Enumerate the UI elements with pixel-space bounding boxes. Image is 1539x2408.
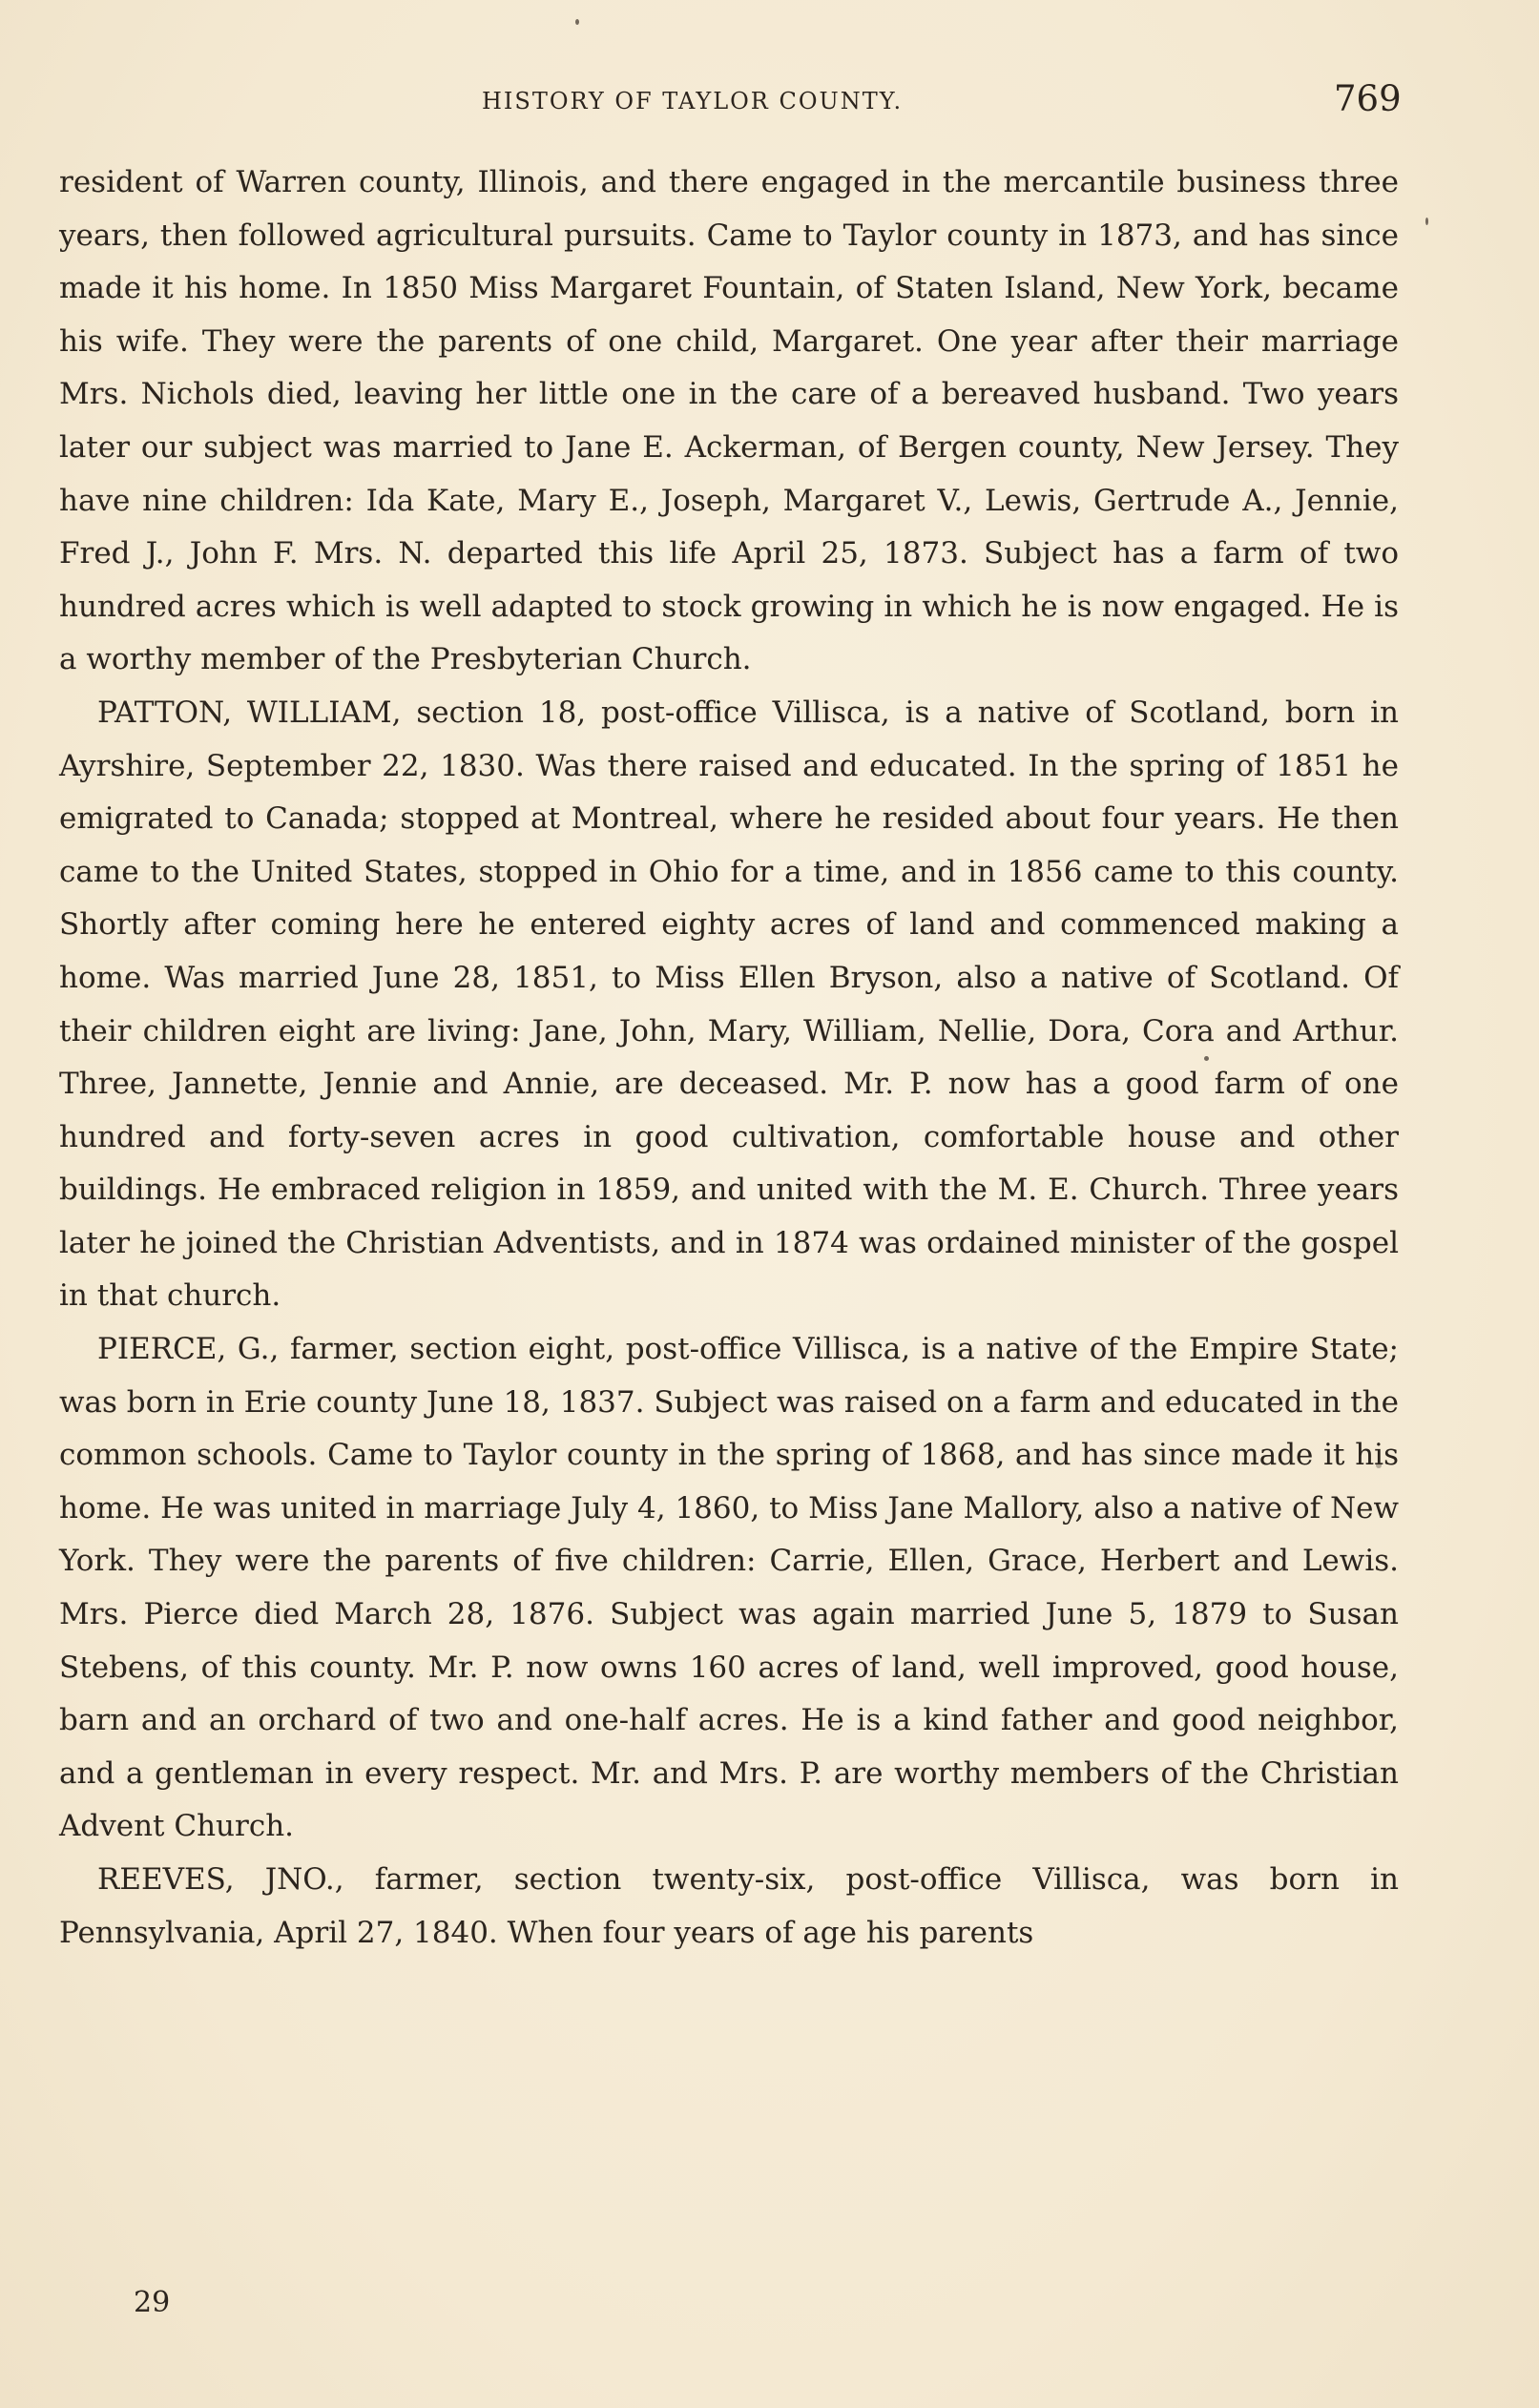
running-head: HISTORY OF TAYLOR COUNTY. bbox=[482, 88, 904, 114]
paragraph-continuation: resident of Warren county, Illinois, and there engaged in the mercantile business three years, then followed agricultural pursuits. Came to Taylor county in 1873, and has since made it his home. In 1850 Miss Margaret Fountain, of Staten Island, New York, became his wife. They were the parents of one child, Margaret. One year after their marriage Mrs. Nichols died, leaving her little one in the care of a bereaved husband. Two years later our subject was married to Jane E. Ackerman, of Bergen county, New Jersey. They have nine children: Ida Kate, Mary E., Joseph, Margaret V., Lewis, Gertrude A., Jennie, Fred J., John F. Mrs. N. departed this life April 25, 1873. Subject has a farm of two hundred acres which is well adapted to stock growing in which he is now engaged. He is a worthy member of the Presbyterian Church. bbox=[59, 165, 1399, 677]
paper-speck bbox=[575, 19, 579, 25]
paragraph-reeves-jno: REEVES, JNO., farmer, section twenty-six, post-office Villisca, was born in Pennsylvania, April 27, 1840. When four years of age his parents bbox=[59, 1862, 1399, 1950]
paragraph-patton-william: PATTON, WILLIAM, section 18, post-office Villisca, is a native of Scotland, born in Ayrshire, September 22, 1830. Was there raised and educated. In the spring of 1851 he emigrated to Canada; stopped at Montreal, where he resided about four years. He then came to the United States, stopped in Ohio for a time, and in 1856 came to this county. Shortly after coming here he entered eighty acres of land and commenced making a home. Was married June 28, 1851, to Miss Ellen Bryson, also a native of Scotland. Of their children eight are living: Jane, John, Mary, William, Nellie, Dora, Cora and Arthur. Three, Jannette, Jennie and Annie, are deceased. Mr. P. now has a good farm of one hundred and forty-seven acres in good cultivation, comfortable house and other buildings. He embraced religion in 1859, and united with the M. E. Church. Three years later he joined the Christian Adventists, and in 1874 was ordained minister of the gospel in that church. bbox=[59, 695, 1399, 1314]
page-number: 769 bbox=[1334, 78, 1402, 119]
signature-mark: 29 bbox=[134, 2286, 171, 2319]
paper-speck bbox=[1376, 1463, 1382, 1468]
page-body bbox=[59, 156, 1399, 1960]
paragraph-pierce-g: PIERCE, G., farmer, section eight, post-office Villisca, is a native of the Empire State; was born in Erie county June 18, 1837. Subject was raised on a farm and educated in the common schools. Came to Taylor county in the spring of 1868, and has since made it his home. He was united in marriage July 4, 1860, to Miss Jane Mallory, also a native of New York. They were the parents of five children: Carrie, Ellen, Grace, Herbert and Lewis. Mrs. Pierce died March 28, 1876. Subject was again married June 5, 1879 to Susan Stebens, of this county. Mr. P. now owns 160 acres of land, well improved, good house, barn and an orchard of two and one-half acres. He is a kind father and good neighbor, and a gentleman in every respect. Mr. and Mrs. P. are worthy members of the Christian Advent Church. bbox=[59, 1332, 1399, 1844]
paper-speck bbox=[1425, 218, 1428, 225]
paper-speck bbox=[1204, 1056, 1209, 1061]
page-header bbox=[0, 78, 1539, 126]
